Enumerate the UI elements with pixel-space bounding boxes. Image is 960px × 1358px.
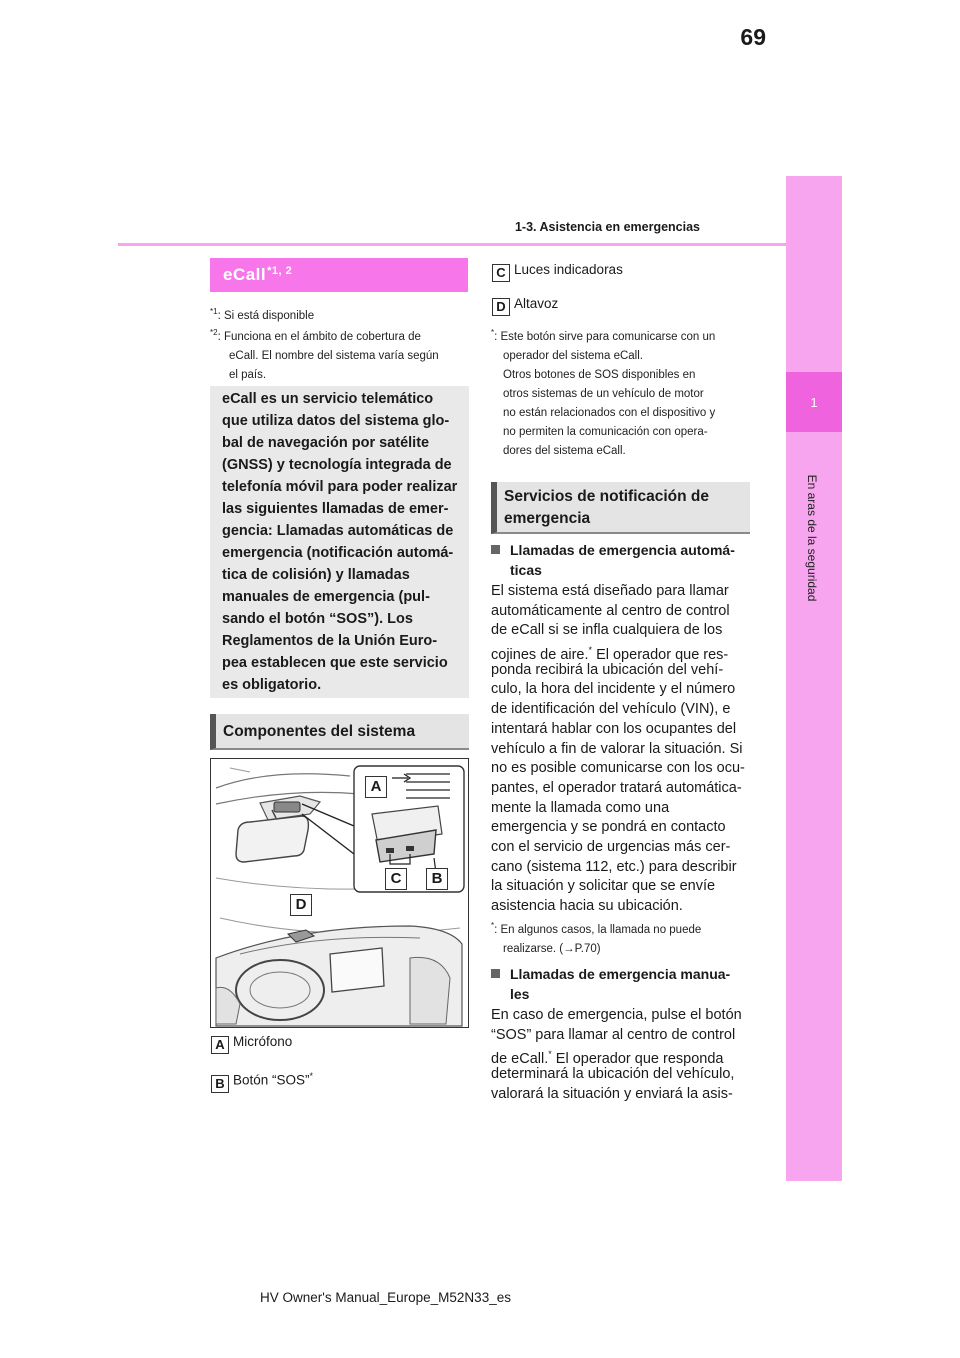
manual-calls-heading: Llamadas de emergencia manua- les bbox=[491, 964, 761, 1004]
side-tab-strip bbox=[786, 176, 842, 1181]
figure-label-b: B bbox=[426, 868, 448, 890]
figure-label-a: A bbox=[365, 776, 387, 798]
legend-b: B Botón “SOS”* bbox=[211, 1071, 313, 1093]
manual-calls-body: En caso de emergencia, pulse el botón “SOS” para llamar al centro de control de eCall.* El operador que responda determinará la ubicación del vehículo, valorará la situación y enviará la asis- bbox=[491, 1007, 742, 1102]
chapter-tab[interactable]: 1 bbox=[786, 372, 842, 432]
figure-label-c: C bbox=[385, 868, 407, 890]
section-title: 1-3. Asistencia en emergencias bbox=[514, 220, 700, 234]
auto-calls-footnote: *: En algunos casos, la llamada no puede realizarse. (→P.70) bbox=[491, 921, 702, 955]
services-heading: Servicios de notificación de emergencia bbox=[491, 482, 750, 534]
legend-d: D Altavoz bbox=[492, 296, 558, 316]
sos-footnote: *: Este botón sirve para comunicarse con un operador del sistema eCall. Otros botones de SOS disponibles en otros sistemas de un vehículo de motor no están relacionados con el dispositivo y no permiten la comunicación con opera- dores del sistema eCall. bbox=[491, 328, 716, 457]
page-number: 69 bbox=[740, 24, 766, 50]
components-heading: Componentes del sistema bbox=[210, 714, 469, 750]
car-interior-illustration bbox=[210, 758, 469, 1028]
legend-c: C Luces indicadoras bbox=[492, 262, 623, 282]
legend-a: A Micrófono bbox=[211, 1034, 292, 1054]
ecall-heading: eCall$^{*1, 2}$ bbox=[210, 258, 468, 292]
intro-box: eCall es un servicio telemático que utiliza datos del sistema glo- bal de navegación por satélite (GNSS) y tecnología integrada de telefonía móvil para poder realizar las siguientes llamadas de emer- gencia: Llamadas automáticas de emergencia (notificación automá- tica de colisión) y llamadas manuales de emergencia (pul- sando el botón “SOS”). Los Reglamentos de la Unión Euro- pea establecen que este servicio es obligatorio. bbox=[210, 386, 469, 698]
auto-calls-heading: Llamadas de emergencia automá- ticas bbox=[491, 540, 761, 580]
footnote-2: $^{*2}$: Funciona en el ámbito de cobertura de eCall. El nombre del sistema varía según el país. bbox=[210, 328, 439, 381]
footnote-1: $^{*1}$: Si está disponible bbox=[210, 307, 315, 322]
chapter-label: En aras de la seguridad bbox=[805, 474, 819, 602]
auto-calls-body: El sistema está diseñado para llamar automáticamente al centro de control de eCall si se infla cualquiera de los cojines de aire.* El operador que res- ponda recibirá la ubicación del vehí- culo, la hora del incidente y el número de identificación del vehículo (VIN), e intentará hablar con los ocupantes del vehículo a fin de valorar la situación. Si no es posible comunicarse con los ocu- pantes, el operador tratará automática- mente la llamada como una emergencia y se pondrá en contacto con el servicio de urgencias más cer- cano (sistema 112, etc.) para describir la situación y solicitar que se envíe asistencia hacia su ubicación. bbox=[491, 583, 745, 914]
footer-text: HV Owner's Manual_Europe_M52N33_es bbox=[260, 1290, 511, 1305]
figure-label-d: D bbox=[290, 894, 312, 916]
header-divider bbox=[118, 243, 786, 246]
